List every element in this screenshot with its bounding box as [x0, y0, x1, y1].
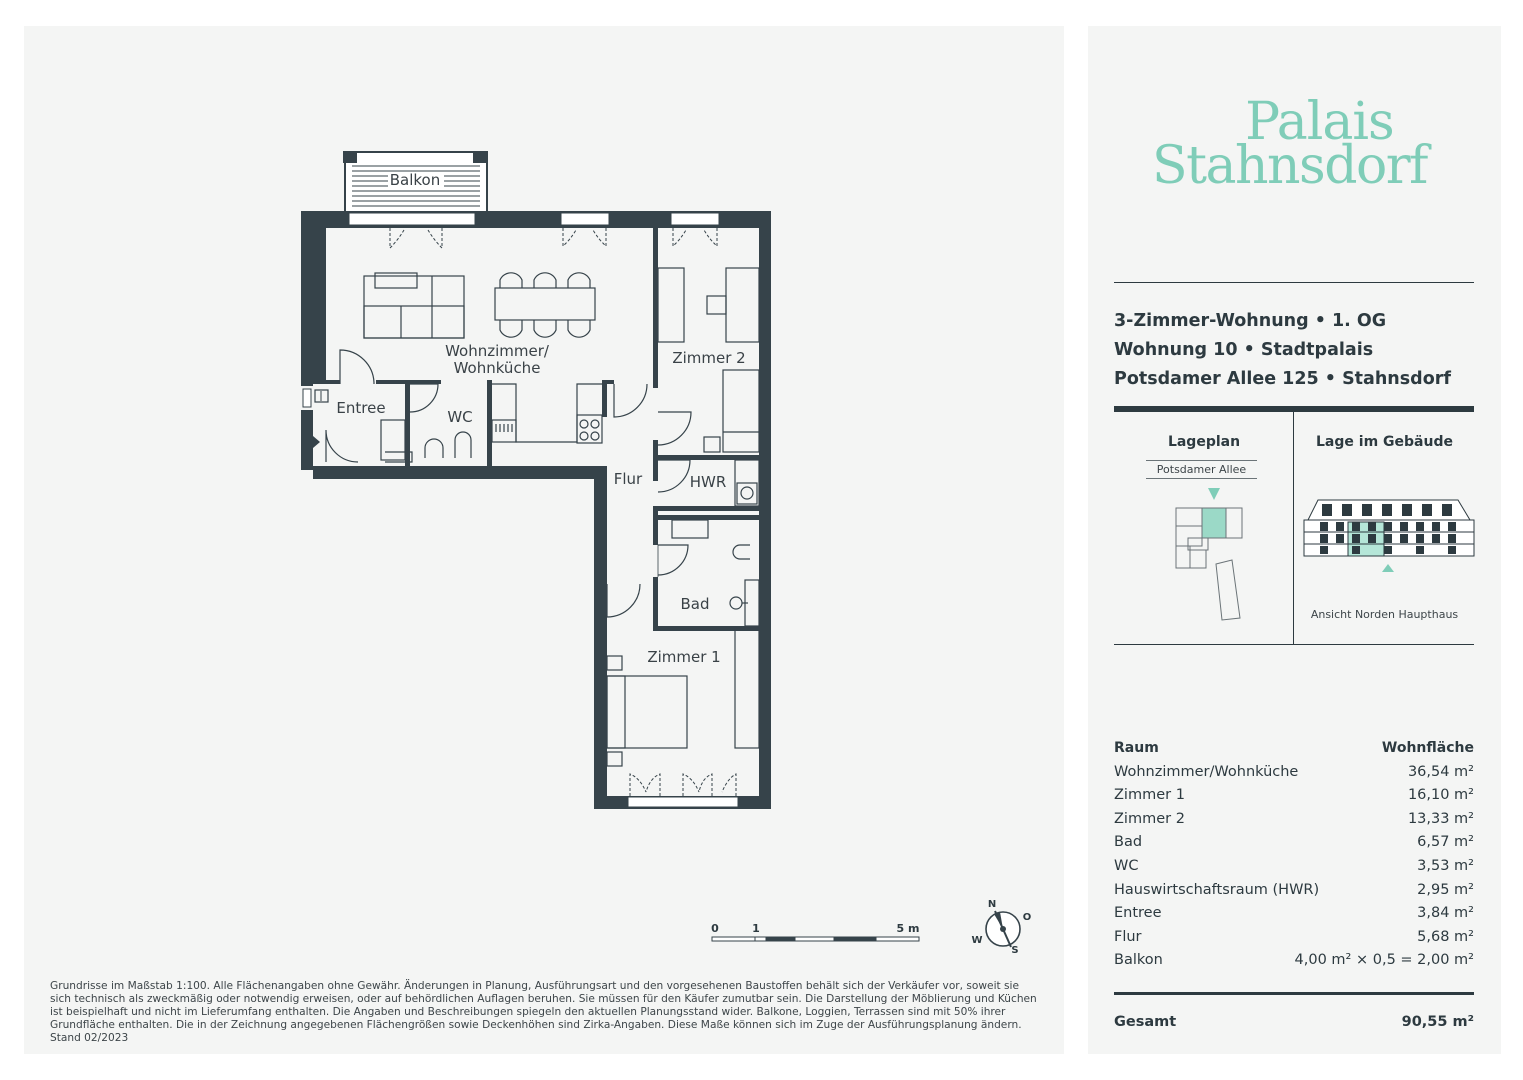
total-label: Gesamt	[1114, 1014, 1177, 1030]
divider-total	[1114, 992, 1474, 995]
floorplan-drawing	[24, 26, 1064, 1054]
divider-bottom	[1114, 644, 1474, 645]
table-row: Balkon 4,00 m² × 0,5 = 2,00 m²	[1114, 952, 1474, 969]
divider-top	[1114, 282, 1474, 283]
table-row: Bad 6,57 m²	[1114, 834, 1474, 851]
room-label-wc: WC	[447, 408, 473, 426]
lageplan-heading: Lageplan	[1167, 434, 1241, 450]
scale-label-5: 5 m	[896, 922, 920, 935]
compass-w: W	[971, 935, 983, 946]
table-row: Hauswirtschaftsraum (HWR) 2,95 m²	[1114, 881, 1474, 898]
room-label-bad: Bad	[680, 595, 710, 613]
compass-o: O	[1022, 912, 1032, 923]
lageplan-street: Potsdamer Allee	[1156, 463, 1247, 476]
compass-s: S	[1011, 945, 1019, 956]
room-label-zimmer1: Zimmer 1	[647, 648, 721, 666]
floorplan-panel	[24, 26, 1064, 1054]
room-label-zimmer2: Zimmer 2	[672, 349, 746, 367]
scale-label-0: 0	[711, 922, 719, 935]
table-header-room: Raum	[1114, 740, 1159, 756]
room-label-flur: Flur	[613, 470, 643, 488]
table-row: Zimmer 2 13,33 m²	[1114, 810, 1474, 827]
logo-line-2: Stahnsdorf	[1152, 136, 1427, 196]
building-elevation	[1298, 492, 1478, 588]
table-row: Zimmer 1 16,10 m²	[1114, 787, 1474, 804]
table-row: Flur 5,68 m²	[1114, 928, 1474, 945]
table-row: WC 3,53 m²	[1114, 857, 1474, 874]
table-header	[1114, 740, 1474, 764]
total-row	[1114, 1014, 1474, 1030]
disclaimer-text: Grundrisse im Maßstab 1:100. Alle Flächenangaben ohne Gewähr. Änderungen in Planung, Ausführungsart und den vorgesehenen Baustoffen behält sich der Verkäufer vor, soweit sie sich technisch als zweckmäßig oder notwendig erweisen, oder auf behördlichen Auflagen beruhen. Sie müssen für den Käufer zumutbar sein. Die Darstellung der Möblierung und Küchen ist beispielhaft und nicht im Lieferumfang enthalten. Die Angaben und Beschreibungen spiegeln den aktuellen Planungsstand wider. Balkone, Loggien, Terrassen sind mit 50% ihrer Grundfläche enthalten. Die in der Zeichnung angegebenen Flächengrößen sowie Deckenhöhen sind Zirka-Angaben. Diese Maße können sich im Zuge der Ausführungsplanung ändern. Stand 02/2023	[50, 980, 1037, 1044]
title-line-3: Potsdamer Allee 125 • Stahnsdorf	[1114, 369, 1451, 389]
site-plan-map	[1168, 484, 1248, 624]
scale-label-1: 1	[752, 922, 760, 935]
apartment-title	[1114, 307, 1451, 394]
room-label-balkon: Balkon	[389, 171, 441, 189]
title-line-2: Wohnung 10 • Stadtpalais	[1114, 340, 1374, 360]
compass-icon	[986, 911, 1020, 947]
brand-logo	[1152, 92, 1427, 196]
table-row: Wohnzimmer/Wohnküche 36,54 m²	[1114, 763, 1474, 780]
total-value: 90,55 m²	[1401, 1014, 1474, 1030]
divider-thick	[1114, 406, 1474, 412]
room-label-hwr: HWR	[689, 473, 727, 491]
sofa	[364, 273, 464, 338]
dining-table	[495, 273, 595, 337]
area-table	[1114, 740, 1474, 976]
gebaeude-caption: Ansicht Norden Haupthaus	[1310, 608, 1459, 621]
table-header-area: Wohnfläche	[1381, 740, 1474, 756]
info-panel	[1088, 26, 1501, 1054]
kitchen	[492, 384, 602, 443]
scale-bar	[712, 937, 919, 941]
wc-fixtures	[381, 420, 471, 460]
logo-line-1: Palais	[1245, 92, 1394, 152]
divider-vertical	[1293, 412, 1294, 645]
room-label-entree: Entree	[336, 399, 386, 417]
room-label-wohnzimmer-2: Wohnküche	[453, 359, 541, 377]
title-line-1: 3-Zimmer-Wohnung • 1. OG	[1114, 311, 1387, 331]
gebaeude-heading: Lage im Gebäude	[1316, 434, 1453, 450]
room-label-wohnzimmer-1: Wohnzimmer/	[445, 342, 549, 360]
table-row: Entree 3,84 m²	[1114, 905, 1474, 922]
compass-n: N	[987, 899, 997, 910]
